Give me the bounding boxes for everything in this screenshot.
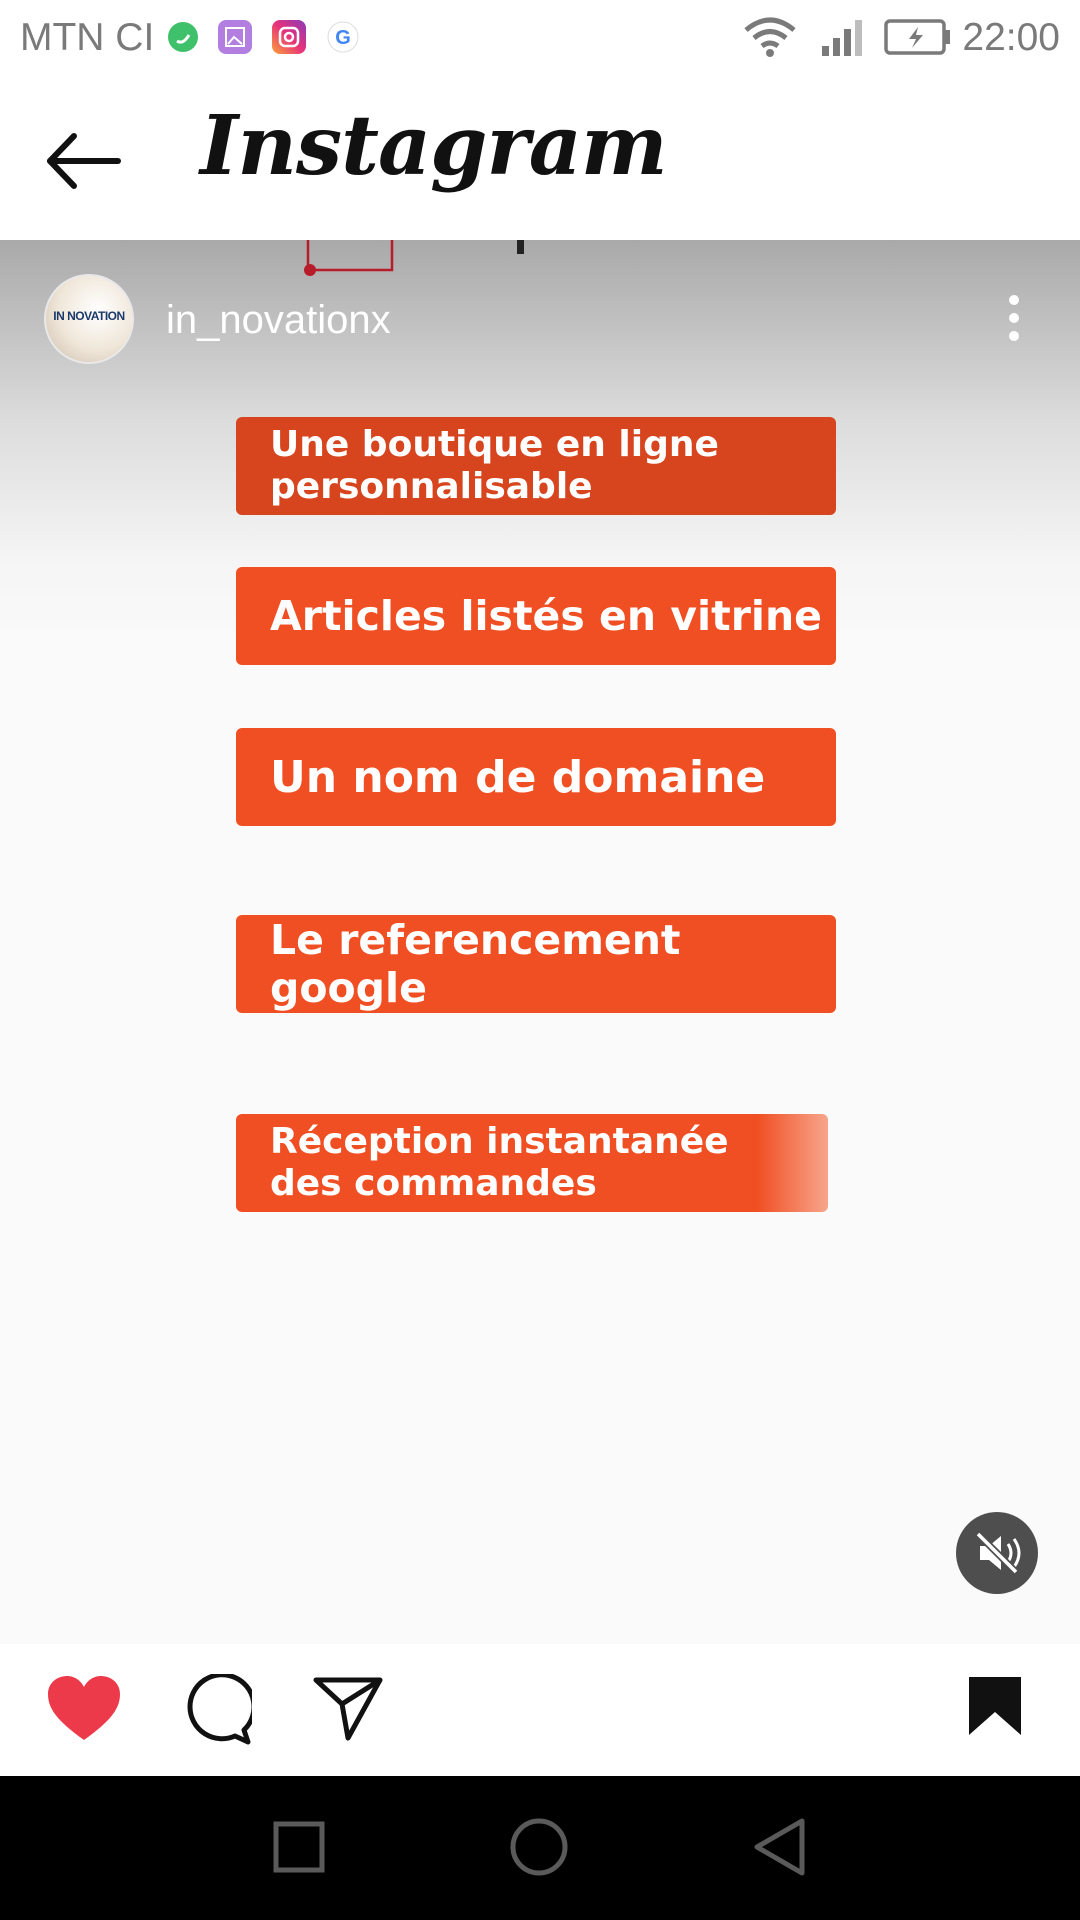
signal-icon bbox=[820, 16, 866, 68]
recent-apps-icon[interactable] bbox=[272, 1820, 326, 1879]
like-icon[interactable] bbox=[46, 1674, 122, 1749]
save-icon[interactable] bbox=[966, 1674, 1024, 1743]
app-header bbox=[0, 76, 1080, 240]
decorative-mark bbox=[517, 240, 524, 254]
status-bar bbox=[0, 0, 1080, 76]
home-icon[interactable] bbox=[508, 1816, 570, 1883]
feature-box: Articles listés en vitrine bbox=[236, 567, 836, 665]
feature-box: Le referencement google bbox=[236, 915, 836, 1013]
back-icon[interactable] bbox=[752, 1816, 808, 1883]
gallery-icon bbox=[218, 20, 252, 54]
feature-box: Un nom de domaine bbox=[236, 728, 836, 826]
carrier-name: MTN CI bbox=[20, 16, 155, 59]
feature-box: Une boutique en ligne personnalisable bbox=[236, 417, 836, 515]
avatar-logo-text: IN NOVATION bbox=[53, 309, 125, 323]
comment-icon[interactable] bbox=[180, 1674, 252, 1751]
instagram-icon bbox=[272, 20, 306, 54]
share-icon[interactable] bbox=[312, 1672, 384, 1749]
feature-box: Réception instantanée des commandes bbox=[236, 1114, 828, 1212]
clock: 22:00 bbox=[962, 16, 1060, 59]
more-options-icon[interactable] bbox=[1000, 292, 1028, 344]
svg-text:G: G bbox=[335, 27, 351, 49]
whatsapp-icon bbox=[166, 20, 200, 54]
app-title: Instagram bbox=[200, 98, 667, 194]
wifi-icon bbox=[742, 16, 798, 68]
battery-charging-icon bbox=[884, 18, 952, 66]
avatar[interactable] bbox=[44, 274, 134, 364]
mute-button[interactable] bbox=[956, 1512, 1038, 1594]
muted-speaker-icon bbox=[956, 1512, 1038, 1594]
post-media[interactable] bbox=[0, 240, 1080, 1644]
post-action-bar bbox=[0, 1644, 1080, 1776]
system-navigation-bar bbox=[0, 1776, 1080, 1920]
decorative-frame bbox=[300, 240, 395, 278]
back-arrow-icon[interactable] bbox=[40, 126, 130, 196]
google-icon bbox=[326, 20, 360, 54]
username[interactable]: in_novationx bbox=[166, 298, 391, 342]
